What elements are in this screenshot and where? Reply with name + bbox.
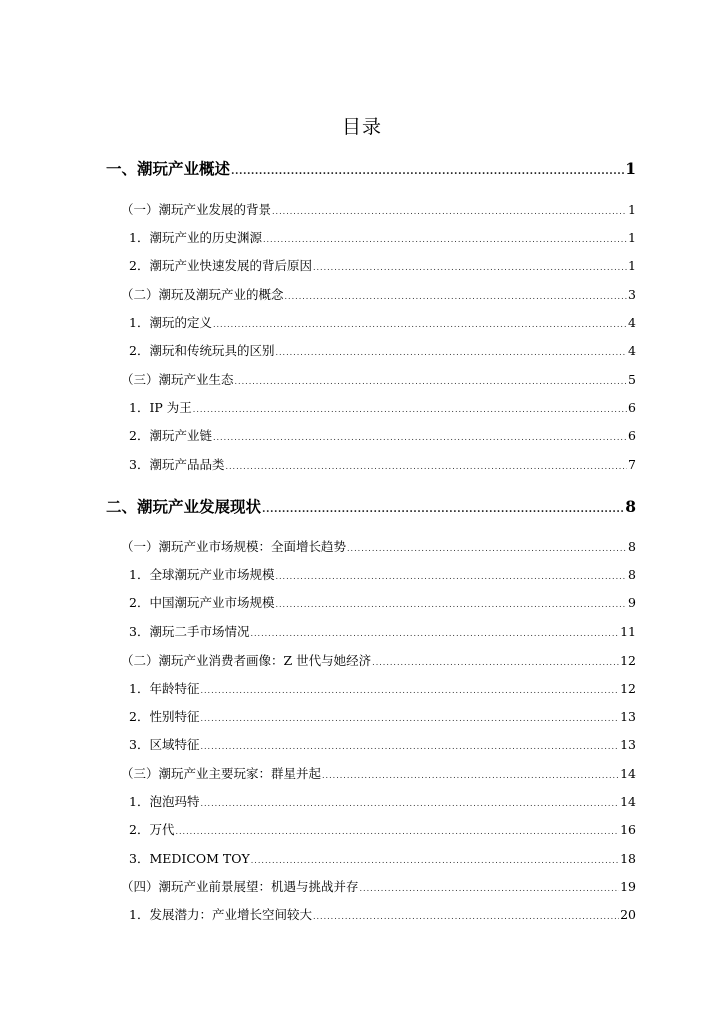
toc-subsection-entry[interactable] xyxy=(129,313,636,331)
toc-entry-label: 2．万代 xyxy=(129,822,175,837)
toc-subsection-entry[interactable] xyxy=(129,820,636,838)
toc-page-number: 6 xyxy=(628,400,636,415)
toc-entry-label: 1．泡泡玛特 xyxy=(129,794,200,809)
toc-entry-label: （三）潮玩产业主要玩家：群星并起 xyxy=(121,766,322,781)
toc-entry-label: 1．潮玩的定义 xyxy=(129,315,212,330)
toc-page-number: 5 xyxy=(628,372,636,387)
toc-subsection-entry[interactable] xyxy=(129,398,636,416)
dot-leader xyxy=(225,462,627,471)
dot-leader xyxy=(263,235,627,244)
toc-page-number: 7 xyxy=(628,457,636,472)
toc-subsection-entry[interactable] xyxy=(129,228,636,246)
toc-page-number: 4 xyxy=(628,315,636,330)
toc-entry-label: 1．发展潜力：产业增长空间较大 xyxy=(129,907,312,922)
toc-section-entry[interactable] xyxy=(121,537,636,555)
toc-entry-label: 3．潮玩产品品类 xyxy=(129,457,225,472)
dot-leader xyxy=(372,658,619,667)
toc-entry-label: 2．中国潮玩产业市场规模 xyxy=(129,595,275,610)
toc-section-entry[interactable] xyxy=(121,200,636,218)
dot-leader xyxy=(200,742,619,751)
toc-subsection-entry[interactable] xyxy=(129,593,636,611)
dot-leader xyxy=(262,504,624,515)
toc-subsection-entry[interactable] xyxy=(129,792,636,810)
dot-leader xyxy=(200,799,619,808)
toc-subsection-entry[interactable] xyxy=(129,256,636,274)
dot-leader xyxy=(285,292,628,301)
toc-entry-label: 二、潮玩产业发展现状 xyxy=(106,497,262,516)
toc-subsection-entry[interactable] xyxy=(129,341,636,359)
toc-page-number: 8 xyxy=(625,497,636,516)
toc-entry-label: 1．潮玩产业的历史渊源 xyxy=(129,230,262,245)
toc-page-number: 3 xyxy=(628,287,636,302)
toc-page-number: 18 xyxy=(620,851,636,866)
toc-page-number: 9 xyxy=(628,595,636,610)
toc-section-entry[interactable] xyxy=(121,651,636,669)
toc-entry-label: 3．潮玩二手市场情况 xyxy=(129,624,250,639)
toc-subsection-entry[interactable] xyxy=(129,849,636,867)
dot-leader xyxy=(175,827,619,836)
toc-section-entry[interactable] xyxy=(121,285,636,303)
toc-entry-label: 2．潮玩和传统玩具的区别 xyxy=(129,343,275,358)
dot-leader xyxy=(200,714,619,723)
toc-subsection-entry[interactable] xyxy=(129,455,636,473)
toc-page-number: 1 xyxy=(625,159,636,178)
toc-subsection-entry[interactable] xyxy=(129,735,636,753)
toc-page-number: 1 xyxy=(628,258,636,273)
dot-leader xyxy=(200,686,619,695)
toc-subsection-entry[interactable] xyxy=(129,565,636,583)
dot-leader xyxy=(275,348,627,357)
toc-entry-label: 1．全球潮玩产业市场规模 xyxy=(129,567,275,582)
toc-entry-label: 1．IP 为王 xyxy=(129,400,192,415)
toc-page-number: 4 xyxy=(628,343,636,358)
dot-leader xyxy=(275,572,627,581)
dot-leader xyxy=(251,856,619,865)
toc-entry-label: 1．年龄特征 xyxy=(129,681,200,696)
dot-leader xyxy=(322,771,619,780)
toc-subsection-entry[interactable] xyxy=(129,622,636,640)
toc-entry-label: （四）潮玩产业前景展望：机遇与挑战并存 xyxy=(121,879,359,894)
toc-page-number: 11 xyxy=(620,624,636,639)
toc-subsection-entry[interactable] xyxy=(129,905,636,923)
toc-page-number: 12 xyxy=(620,653,636,668)
toc-page-number: 13 xyxy=(620,737,636,752)
toc-page-number: 8 xyxy=(628,539,636,554)
toc-entry-label: 一、潮玩产业概述 xyxy=(106,159,231,178)
toc-page-number: 20 xyxy=(620,907,636,922)
toc-section-entry[interactable] xyxy=(121,370,636,388)
toc-section-entry[interactable] xyxy=(121,877,636,895)
dot-leader xyxy=(313,912,619,921)
toc-entry-label: （一）潮玩产业市场规模：全面增长趋势 xyxy=(121,539,347,554)
dot-leader xyxy=(272,207,627,216)
toc-subsection-entry[interactable] xyxy=(129,679,636,697)
dot-leader xyxy=(213,320,627,329)
toc-page-number: 14 xyxy=(620,794,636,809)
toc-entry-label: （二）潮玩及潮玩产业的概念 xyxy=(121,287,284,302)
toc-entry-label: 2．性别特征 xyxy=(129,709,200,724)
dot-leader xyxy=(275,600,627,609)
page-title: 目录 xyxy=(341,116,382,138)
dot-leader xyxy=(213,433,627,442)
toc-entry-label: 3．区域特征 xyxy=(129,737,200,752)
toc-page-number: 19 xyxy=(620,879,636,894)
toc-subsection-entry[interactable] xyxy=(129,426,636,444)
dot-leader xyxy=(235,377,628,386)
dot-leader xyxy=(313,263,627,272)
dot-leader xyxy=(360,884,620,893)
toc-entry-label: （一）潮玩产业发展的背景 xyxy=(121,202,272,217)
dot-leader xyxy=(231,166,624,177)
toc-entry-label: （二）潮玩产业消费者画像：Z 世代与她经济 xyxy=(121,653,372,668)
toc-page-number: 1 xyxy=(628,202,636,217)
dot-leader xyxy=(193,405,627,414)
toc-entry-label: （三）潮玩产业生态 xyxy=(121,372,234,387)
dot-leader xyxy=(250,629,619,638)
toc-subsection-entry[interactable] xyxy=(129,707,636,725)
toc-section-entry[interactable] xyxy=(121,764,636,782)
toc-page-number: 16 xyxy=(620,822,636,837)
toc-entry-label: 2．潮玩产业链 xyxy=(129,428,212,443)
toc-page-number: 12 xyxy=(620,681,636,696)
toc-page-number: 1 xyxy=(628,230,636,245)
dot-leader xyxy=(347,544,627,553)
toc-entry-label: 2．潮玩产业快速发展的背后原因 xyxy=(129,258,312,273)
toc-entry-label: 3．MEDICOM TOY xyxy=(129,851,250,866)
toc-chapter-entry[interactable] xyxy=(106,495,636,517)
toc-page-number: 6 xyxy=(628,428,636,443)
toc-page-number: 13 xyxy=(620,709,636,724)
toc-page-number: 14 xyxy=(620,766,636,781)
toc-page-number: 8 xyxy=(628,567,636,582)
toc-chapter-entry[interactable] xyxy=(106,157,636,179)
